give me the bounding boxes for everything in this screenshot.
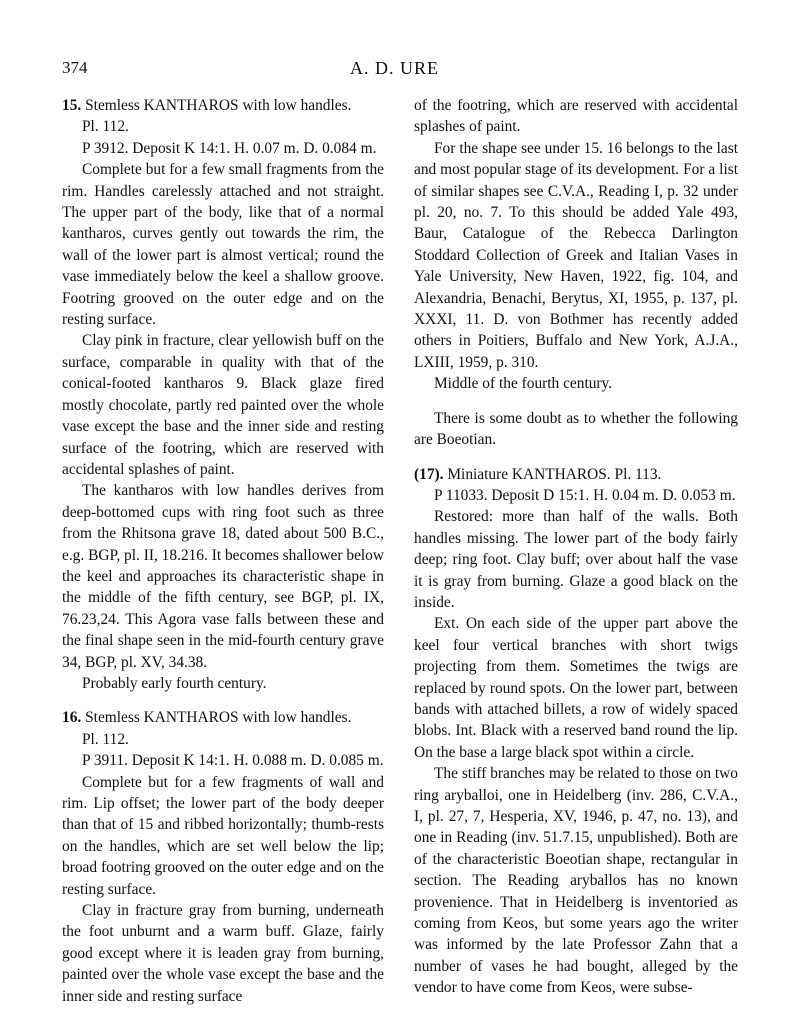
entry-16-description: Complete but for a few fragments of wall and rim. Lip offset; the lower part of the body deeper than that of 15 and ribbed horizontally; thumb-rests on the handles, which are set well below the lip; broad footring grooved on the outer edge and on the resting surface. [62,773,384,898]
entry-17-catalog: P 11033. Deposit D 15:1. H. 0.04 m. D. 0.053 m. [434,486,736,504]
spacer [414,451,738,464]
entry-16-clay-continued: of the footring, which are reserved with accidental splashes of paint. [414,97,738,136]
entry-15-description: Complete but for a few small fragments from the rim. Handles carelessly attached and not straight. The upper part of the body, like that of a normal kantharos, curves gently out towards the rim, the wall of the lower part is almost vertical; round the vase immediately below the keel a shallow groove. Footring grooved on the outer edge and on the resting surface. [62,161,384,329]
entry-16-date: Middle of the fourth century. [434,375,613,393]
spacer [62,694,384,707]
entry-15-plate: Pl. 112. [82,118,129,136]
entry-17-description: Restored: more than half of the walls. Both handles missing. The lower part of the body fairly deep; ring foot. Clay buff; over about half the vase it is gray from burning. Glaze a good black on the inside. [414,508,738,611]
entry-16-clay: Clay in fracture gray from burning, underneath the foot unburnt and a warm buff. Glaze, fairly good except where it is leaden gray from burning, painted over the whole vase except the base and the inner side and resting surface [62,902,384,1005]
entry-17-exterior: Ext. On each side of the upper part above the keel four vertical branches with short twigs projecting from them. Sometimes the twigs are replaced by round spots. On the lower part, between bands with attached billets, a row of widely spaced blobs. Int. Black with a reserved band round the lip. On the base a large black spot within a circle. [414,615,738,761]
running-title: A. D. URE [350,58,439,78]
entry-17-number: (17). [414,465,444,483]
entry-16-shape: For the shape see under 15. 16 belongs to the last and most popular stage of its development. For a list of similar shapes see C.V.A., Reading I, p. 32 under pl. 20, no. 7. To this should be added Yale 493, Baur, Catalogue of the Rebecca Darlington Stoddard Collection of Greek and Italian Vases in Yale University, New Haven, 1922, fig. 104, and Alexandria, Benachi, Berytus, XI, 1955, p. 137, pl. XXXI, 11. D. von Bothmer has recently added others in Poitiers, Buffalo and New York, A.J.A., LXIII, 1959, p. 310. [414,139,738,371]
entry-15-comparison: The kantharos with low handles derives from deep-bottomed cups with ring foot such as three from the Rhitsona grave 18, dated about 500 B.C., e.g. BGP, pl. II, 18.216. It becomes shallower below the keel and approaches its characteristic shape in the middle of the fifth century, see BGP, pl. IX, 76.23,24. This Agora vase falls between these and the final shape seen in the mid-fourth century grave 34, BGP, pl. XV, 34.38. [62,482,384,671]
entry-17-discussion: The stiff branches may be related to those on two ring aryballoi, one in Heidelberg (inv. 286, C.V.A., I, pl. 27, 7, Hesperia, XV, 1946, p. 47, no. 13), and one in Reading (inv. 51.7.15, unpublished). Both are of the characteristic Boeotian shape, rectangular in section. The Reading aryballos has no known provenience. That in Heidelberg is inventoried as coming from Keos, but some years ago the writer was informed by the late Professor Zahn that a number of vases he had bought, alleged by the vendor to have come from Keos, were subse- [414,765,738,997]
entry-15-number: 15. [62,97,82,114]
entry-17-title: Miniature KANTHAROS. Pl. 113. [447,465,662,483]
entry-15-catalog: P 3912. Deposit K 14:1. H. 0.07 m. D. 0.084 m. [82,139,377,157]
entry-16-catalog: P 3911. Deposit K 14:1. H. 0.088 m. D. 0.085 m. [82,752,384,770]
entry-16-plate: Pl. 112. [82,730,129,748]
entry-16-heading [62,707,384,750]
entry-15-clay: Clay pink in fracture, clear yellowish buff on the surface, comparable in quality with that of the conical-footed kantharos 9. Black glaze fired mostly chocolate, partly red painted over the whole vase except the base and the inner side and resting surface of the footring, which are reserved with accidental splashes of paint. [62,332,384,478]
spacer [414,395,738,408]
entry-15-heading [62,95,384,138]
left-column [62,95,384,1007]
entry-15-date: Probably early fourth century. [82,674,267,692]
page-number: 374 [62,58,88,77]
entry-15-title: Stemless KANTHAROS with low handles. [85,97,352,114]
doubt-note: There is some doubt as to whether the following are Boeotian. [414,409,738,449]
entry-17-heading [414,464,738,485]
right-column [414,95,738,999]
entry-16-number: 16. [62,709,82,727]
entry-16-title: Stemless KANTHAROS with low handles. [85,709,352,727]
